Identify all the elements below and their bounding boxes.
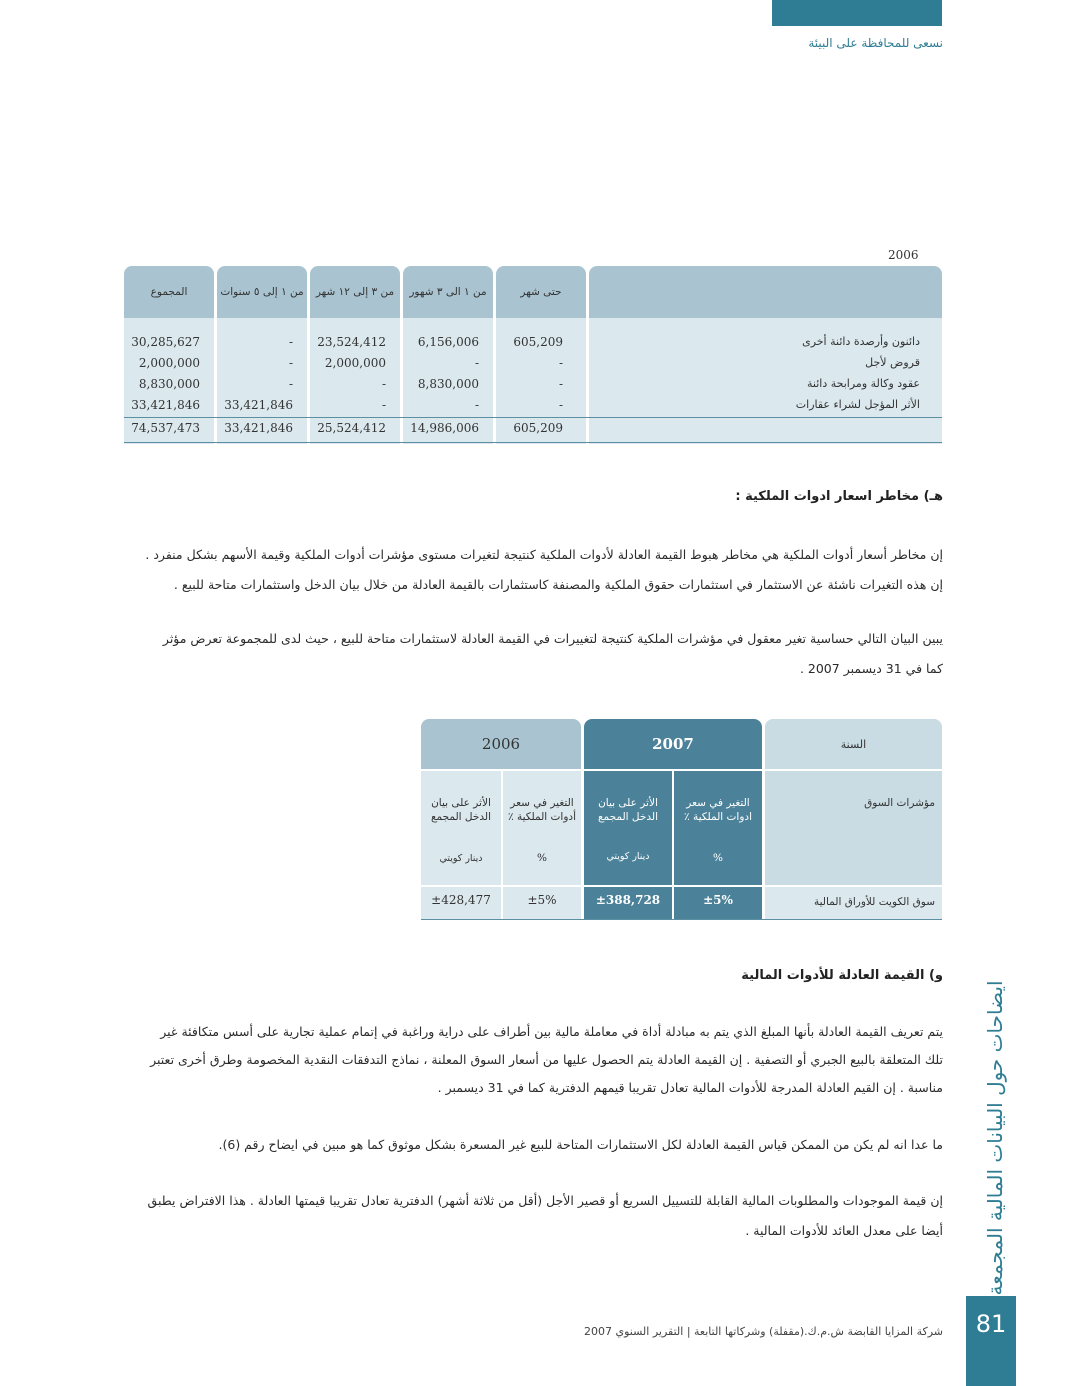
col-header-total: المجموع [124, 266, 214, 318]
section-e-paragraph-2: يبين البيان التالي حساسية تغير معقول في مؤشرات الملكية كنتيجة لتغييرات في القيمة العادلة لاستثمارات متاحة للبيع ، حيث لدى للمجموعة تعرض مؤثر كما في 31 ديسمبر 2007 . [162, 631, 943, 676]
year-2006-header: 2006 [421, 719, 581, 769]
change-label-2007: التغير في سعر ادوات الملكية ٪ [683, 797, 753, 823]
page-number: 81 [966, 1296, 1016, 1386]
table-cell: 30,285,627 [131, 335, 200, 349]
table-cell: - [558, 398, 563, 412]
row-label: عقود وكالة ومرابحة دائنة [807, 377, 920, 390]
unit-pct-2007: % [713, 852, 723, 864]
footer-company: شركة المزايا القابضة ش.م.ك.(مقفلة) وشركاتها التابعة | التقرير السنوي 2007 [584, 1325, 943, 1338]
col-header-description [589, 266, 942, 318]
table-cell: 33,421,846 [224, 398, 293, 412]
effect-2007-value: ±388,728 [595, 893, 661, 907]
table-cell: - [474, 398, 479, 412]
row-label: الأثر المؤجل لشراء عقارات [795, 398, 920, 411]
section-f-paragraph-1: يتم تعريف القيمة العادلة بأنها المبلغ الذي يتم به مبادلة أداة في معاملة مالية بين أطراف على دراية وراغبة في إتمام عملية تجارية على أسس متكافئة غير تلك المتعلقة بالبيع الجبري أو التصفية . إن القيمة العادلة يتم الحصول عليها من أسعار السوق المعلنة ، نماذج التدفقات النقدية المخصومة وطرق أخرى تعتبر مناسبة . إن القيم العادلة المدرجة للأدوات المالية تعادل تقريبا قيمهم الدفترية كما في 31 ديسمبر . [150, 1024, 943, 1095]
effect-2006-value: ±428,477 [431, 893, 491, 907]
table-cell: - [558, 377, 563, 391]
table-cell: 23,524,412 [317, 335, 386, 349]
table-cell: 2,000,000 [324, 356, 386, 370]
total-cell: 25,524,412 [317, 421, 386, 435]
section-e-heading: هـ) مخاطر اسعار ادوات الملكية : [735, 489, 943, 504]
section-e-paragraph-1: إن مخاطر أسعار أدوات الملكية هي مخاطر هبوط القيمة العادلة لأدوات الملكية كنتيجة لتغيرات مستوى مؤشرات أدوات الملكية وقيمة الأسهم بشكل منفرد . إن هذه التغيرات ناشئة عن الاستثمار في استثمارات حقوق الملكية والمصنفة كاستثمارات بالقيمة العادلة من خلال بيان الدخل واستثمارات متاحة للبيع . [145, 547, 943, 592]
table-cell: 605,209 [513, 335, 563, 349]
table-cell: - [288, 335, 293, 349]
table-cell: 8,830,000 [138, 377, 200, 391]
table-cell: - [288, 377, 293, 391]
total-cell: 14,986,006 [410, 421, 479, 435]
change-2007-value: ±5% [703, 893, 733, 907]
col-header-3-12-months: من ٣ إلى ١٢ شهر [310, 266, 400, 318]
change-2006-value: ±5% [527, 893, 557, 907]
market-index-label: مؤشرات السوق [864, 797, 935, 809]
table-bottom-line [124, 442, 942, 443]
table-cell: - [558, 356, 563, 370]
col-header-1-3-months: من ١ الى ٣ شهور [403, 266, 493, 318]
year-2007-header: 2007 [584, 719, 762, 769]
total-cell: 33,421,846 [224, 421, 293, 435]
unit-kd-2006: دينار كويتي [439, 853, 483, 864]
total-cell: 74,537,473 [131, 421, 200, 435]
table-cell: - [474, 356, 479, 370]
table-cell: 8,830,000 [417, 377, 479, 391]
table-cell: - [381, 398, 386, 412]
table-cell: 6,156,006 [417, 335, 479, 349]
row-label: دائنون وأرصدة دائنة أخرى [802, 335, 920, 348]
table-cell: 33,421,846 [131, 398, 200, 412]
col-header-1-5-years: من ١ إلى ٥ سنوات [217, 266, 307, 318]
table-cell: - [381, 377, 386, 391]
row-label: قروض لأجل [865, 356, 920, 369]
col-header-up-to-month: حتى شهر [496, 266, 586, 318]
table-cell: - [288, 356, 293, 370]
effect-label-2006: الأثر على بيان الدخل المجمع [430, 797, 492, 823]
table-cell: 2,000,000 [138, 356, 200, 370]
table2-bottom-line [421, 919, 942, 920]
table1-year: 2006 [888, 248, 919, 262]
effect-label-2007: الأثر على بيان الدخل المجمع [597, 797, 659, 823]
market-name: سوق الكويت للأوراق المالية [813, 896, 935, 908]
change-label-2006: التغير في سعر أدوات الملكية ٪ [507, 797, 577, 823]
section-f-paragraph-3: إن قيمة الموجودات والمطلوبات المالية القابلة للتسييل السريع أو قصير الأجل (أقل من ثلاثة أشهر) الدفترية تعادل تقريبا قيمتها العادلة . هذا الافتراض يطبق أيضا على معدل العائد للأدوات المالية . [147, 1193, 943, 1238]
section-f-paragraph-2: ما عدا انه لم يكن من الممكن قياس القيمة العادلة لكل الاستثمارات المتاحة للبيع غير المسعرة بشكل موثوق كما هو مبين في ايضاح رقم (6). [218, 1137, 943, 1152]
year-label-header: السنة [765, 719, 942, 769]
side-section-title: ايضاحات حول البيانات المالية المجمعة [983, 980, 1007, 1296]
unit-pct-2006: % [537, 852, 547, 864]
header-tagline: نسعى للمحافظة على البيئة [808, 36, 943, 50]
total-separator [124, 417, 942, 418]
header-bar [772, 0, 942, 26]
unit-kd-2007: دينار كويتي [606, 851, 650, 862]
total-cell: 605,209 [513, 421, 563, 435]
section-f-heading: و) القيمة العادلة للأدوات المالية [741, 968, 943, 983]
